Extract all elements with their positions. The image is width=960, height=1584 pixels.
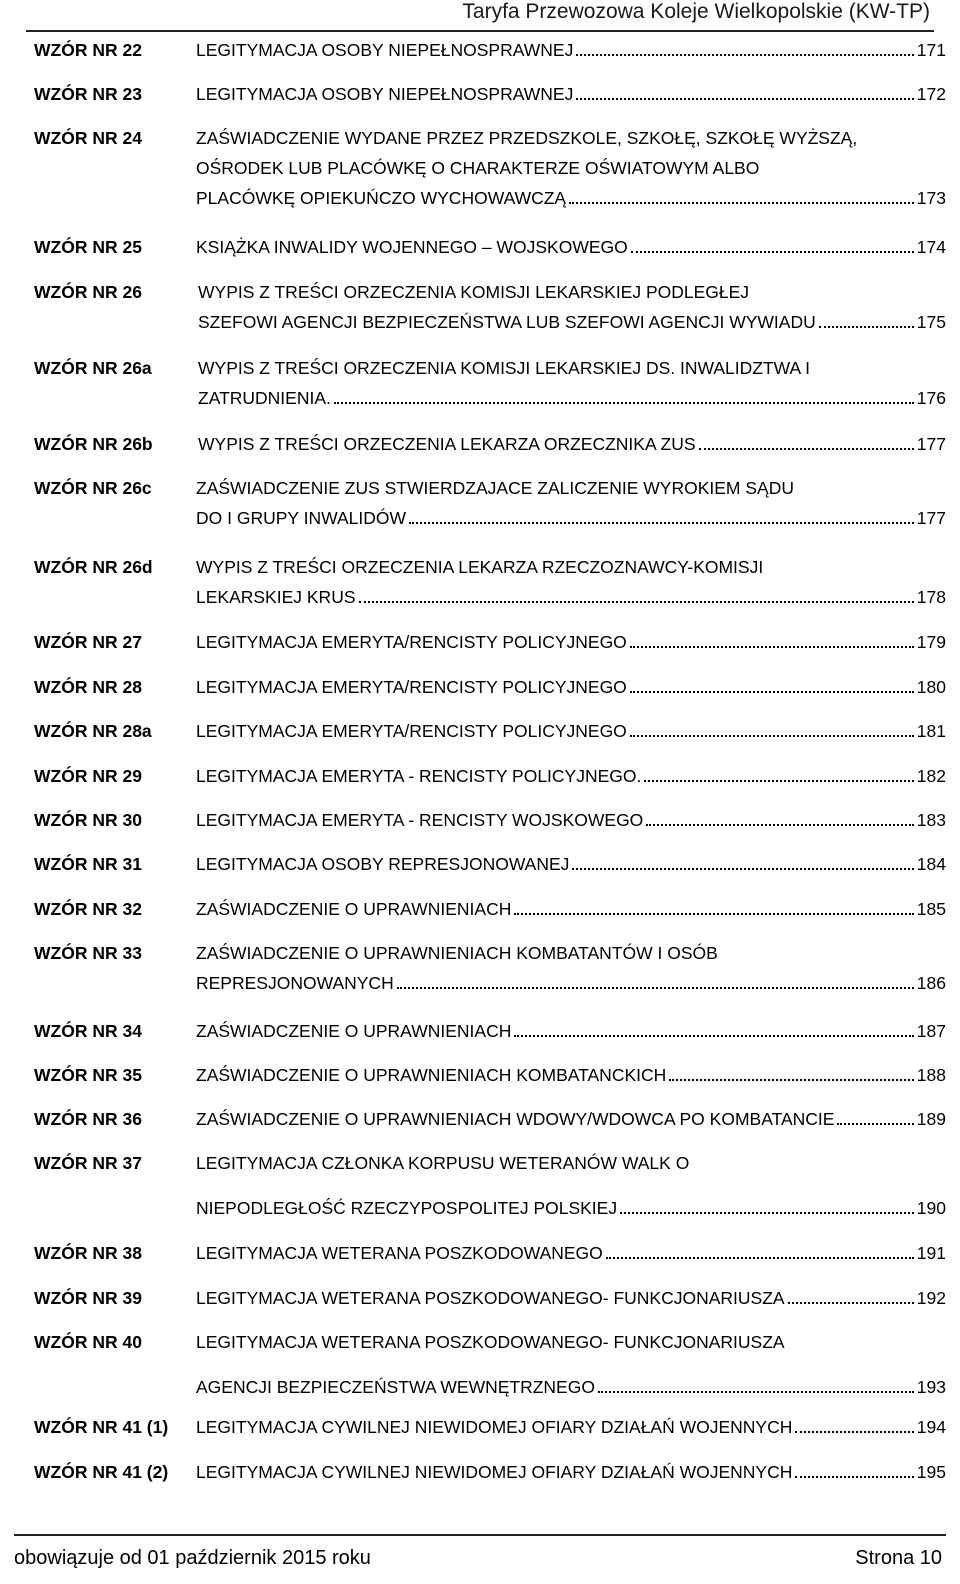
- toc-entry-title-line: [196, 1417, 946, 1438]
- toc-entry-title-text: LEGITYMACJA WETERANA POSZKODOWANEGO: [196, 1243, 603, 1263]
- toc-entry-title-line: [198, 388, 946, 409]
- toc-entry-code: WZÓR NR 41 (2): [34, 1462, 169, 1482]
- dot-leader: [514, 1035, 913, 1037]
- toc-entry-title-text: NIEPODLEGŁOŚĆ RZECZYPOSPOLITEJ POLSKIEJ: [196, 1198, 618, 1218]
- toc-entry-page-number: 187: [916, 1021, 946, 1041]
- toc-entry-page-number: 193: [916, 1377, 946, 1397]
- toc-entry-title-line: [196, 854, 946, 875]
- toc-entry-title-text: LEGITYMACJA EMERYTA/RENCISTY POLICYJNEGO: [196, 677, 627, 697]
- toc-entry-title-text: LEGITYMACJA OSOBY NIEPEŁNOSPRAWNEJ: [196, 84, 574, 104]
- toc-entry-code: WZÓR NR 36: [34, 1109, 142, 1129]
- toc-entry-code: WZÓR NR 23: [34, 84, 142, 104]
- toc-entry-page-number: 182: [916, 766, 946, 786]
- toc-entry-code: WZÓR NR 22: [34, 40, 142, 60]
- toc-entry-code: WZÓR NR 26a: [34, 358, 152, 378]
- dot-leader: [795, 1431, 913, 1433]
- toc-entry-code: WZÓR NR 41 (1): [34, 1417, 169, 1437]
- dot-leader: [569, 202, 914, 204]
- toc-entry-title-line: [196, 1377, 946, 1398]
- toc-entry-title-line: [196, 158, 759, 179]
- toc-entry-title-text: LEGITYMACJA CYWILNEJ NIEWIDOMEJ OFIARY DZIAŁAŃ WOJENNYCH: [196, 1417, 793, 1437]
- dot-leader: [795, 1476, 913, 1478]
- toc-entry-title-line: [196, 84, 946, 105]
- toc-entry-code: WZÓR NR 34: [34, 1021, 142, 1041]
- toc-entry-page-number: 181: [916, 721, 946, 741]
- toc-entry-page-number: 195: [916, 1462, 946, 1482]
- header-title: Taryfa Przewozowa Koleje Wielkopolskie (KW-TP): [462, 0, 930, 23]
- toc-entry-title-line: [196, 632, 946, 653]
- toc-entry-title-line: [198, 282, 749, 303]
- toc-entry-code: WZÓR NR 38: [34, 1243, 142, 1263]
- dot-leader: [631, 251, 914, 253]
- dot-leader: [606, 1257, 914, 1259]
- toc-entry-title-text: WYPIS Z TREŚCI ORZECZENIA KOMISJI LEKARSKIEJ DS. INWALIDZTWA I: [198, 358, 810, 378]
- toc-entry-code: WZÓR NR 24: [34, 128, 142, 148]
- toc-entry-title-line: [196, 943, 718, 964]
- dot-leader: [630, 691, 914, 693]
- toc-entry-code: WZÓR NR 32: [34, 899, 142, 919]
- toc-entry-title-text: LEGITYMACJA EMERYTA - RENCISTY WOJSKOWEGO: [196, 810, 644, 830]
- toc-entry-page-number: 186: [916, 973, 946, 993]
- toc-entry-page-number: 174: [916, 237, 946, 257]
- toc-entry-code: WZÓR NR 26c: [34, 478, 152, 498]
- toc-entry-code: WZÓR NR 31: [34, 854, 142, 874]
- toc-entry-title-line: [196, 973, 946, 994]
- toc-entry-page-number: 171: [916, 40, 946, 60]
- toc-entry-page-number: 188: [916, 1065, 946, 1085]
- toc-entry-page-number: 175: [916, 312, 946, 332]
- toc-entry-title-text: WYPIS Z TREŚCI ORZECZENIA LEKARZA RZECZOZNAWCY-KOMISJI: [196, 557, 764, 577]
- dot-leader: [644, 780, 913, 782]
- toc-entry-title-line: [196, 40, 946, 61]
- toc-entry-title-text: LEGITYMACJA WETERANA POSZKODOWANEGO- FUNKCJONARIUSZA: [196, 1288, 785, 1308]
- toc-entry-code: WZÓR NR 26: [34, 282, 142, 302]
- toc-entry-title-text: ZAŚWIADCZENIE ZUS STWIERDZAJACE ZALICZENIE WYROKIEM SĄDU: [196, 478, 794, 498]
- toc-entry-code: WZÓR NR 39: [34, 1288, 142, 1308]
- toc-entry-title-line: [196, 899, 946, 920]
- dot-leader: [409, 522, 914, 524]
- toc-entry-title-line: [196, 188, 946, 209]
- dot-leader: [669, 1079, 914, 1081]
- toc-entry-code: WZÓR NR 30: [34, 810, 142, 830]
- toc-entry-title-line: [196, 766, 946, 787]
- toc-entry-title-line: [196, 478, 794, 499]
- toc-entry-page-number: 177: [916, 434, 946, 454]
- toc-entry-title-text: LEGITYMACJA EMERYTA/RENCISTY POLICYJNEGO: [196, 721, 627, 741]
- toc-entry-title-line: [196, 1332, 785, 1353]
- page-footer: [0, 1528, 960, 1584]
- toc-entry-title-line: [196, 237, 946, 258]
- dot-leader: [630, 735, 914, 737]
- dot-leader: [598, 1391, 914, 1393]
- toc-entry-title-line: [198, 434, 946, 455]
- toc-entry-title-text: LEGITYMACJA EMERYTA/RENCISTY POLICYJNEGO: [196, 632, 627, 652]
- toc-entry-title-line: [196, 1153, 689, 1174]
- toc-entry-page-number: 173: [916, 188, 946, 208]
- toc-entry-title-text: REPRESJONOWANYCH: [196, 973, 394, 993]
- dot-leader: [620, 1212, 914, 1214]
- dot-leader: [576, 98, 913, 100]
- toc-entry-title-line: [196, 721, 946, 742]
- toc-entry-page-number: 189: [916, 1109, 946, 1129]
- toc-entry-code: WZÓR NR 26d: [34, 557, 153, 577]
- toc-entry-page-number: 172: [916, 84, 946, 104]
- toc-entry-title-text: ZAŚWIADCZENIE WYDANE PRZEZ PRZEDSZKOLE, SZKOŁĘ, SZKOŁĘ WYŻSZĄ,: [196, 128, 858, 148]
- toc-entry-code: WZÓR NR 35: [34, 1065, 142, 1085]
- toc-entry-title-line: [196, 1243, 946, 1264]
- dot-leader: [334, 402, 914, 404]
- dot-leader: [646, 824, 914, 826]
- toc-entry-title-text: LEGITYMACJA EMERYTA - RENCISTY POLICYJNEGO.: [196, 766, 642, 786]
- toc-entry-title-text: LEKARSKIEJ KRUS: [196, 587, 356, 607]
- page-header: [0, 0, 960, 36]
- toc-entry-title-text: LEGITYMACJA OSOBY REPRESJONOWANEJ: [196, 854, 570, 874]
- toc-entry-title-line: [196, 810, 946, 831]
- toc-entry-page-number: 177: [916, 508, 946, 528]
- toc-entry-title-text: ZAŚWIADCZENIE O UPRAWNIENIACH KOMBATANCKICH: [196, 1065, 667, 1085]
- dot-leader: [359, 601, 914, 603]
- dot-leader: [837, 1123, 913, 1125]
- toc-entry-title-line: [196, 587, 946, 608]
- toc-entry-title-text: ZATRUDNIENIA.: [198, 388, 331, 408]
- toc-entry-page-number: 180: [916, 677, 946, 697]
- toc-entry-title-text: LEGITYMACJA OSOBY NIEPEŁNOSPRAWNEJ: [196, 40, 574, 60]
- toc-entry-title-line: [196, 557, 763, 578]
- toc-entry-title-line: [196, 677, 946, 698]
- toc-entry-title-line: [198, 358, 810, 379]
- toc-entry-title-line: [196, 1109, 946, 1130]
- toc-entry-title-line: [196, 1065, 946, 1086]
- toc-entry-code: WZÓR NR 37: [34, 1153, 142, 1173]
- toc-entry-title-line: [196, 1462, 946, 1483]
- toc-entry-title-text: SZEFOWI AGENCJI BEZPIECZEŃSTWA LUB SZEFOWI AGENCJI WYWIADU: [198, 312, 816, 332]
- toc-entry-title-text: ZAŚWIADCZENIE O UPRAWNIENIACH: [196, 899, 512, 919]
- toc-entry-title-line: [196, 1198, 946, 1219]
- toc-entry-title-text: OŚRODEK LUB PLACÓWKĘ O CHARAKTERZE OŚWIATOWYM ALBO: [196, 158, 760, 178]
- toc-entry-code: WZÓR NR 26b: [34, 434, 153, 454]
- dot-leader: [630, 646, 914, 648]
- toc-entry-page-number: 192: [916, 1288, 946, 1308]
- dot-leader: [514, 913, 913, 915]
- toc-entry-title-line: [196, 1288, 946, 1309]
- toc-entry-code: WZÓR NR 33: [34, 943, 142, 963]
- dot-leader: [572, 868, 913, 870]
- toc-entry-title-line: [196, 508, 946, 529]
- toc-entry-title-text: LEGITYMACJA CZŁONKA KORPUSU WETERANÓW WALK O: [196, 1153, 690, 1173]
- dot-leader: [699, 448, 914, 450]
- dot-leader: [788, 1302, 914, 1304]
- dot-leader: [819, 326, 914, 328]
- toc-entry-title-text: ZAŚWIADCZENIE O UPRAWNIENIACH: [196, 1021, 512, 1041]
- header-divider: [26, 30, 934, 32]
- toc-entry-title-text: ZAŚWIADCZENIE O UPRAWNIENIACH KOMBATANTÓW I OSÓB: [196, 943, 718, 963]
- toc-entry-title-text: AGENCJI BEZPIECZEŃSTWA WEWNĘTRZNEGO: [196, 1377, 595, 1397]
- toc-entry-page-number: 176: [916, 388, 946, 408]
- toc-entry-title-text: WYPIS Z TREŚCI ORZECZENIA KOMISJI LEKARSKIEJ PODLEGŁEJ: [198, 282, 750, 302]
- toc-entry-title-text: KSIĄŻKA INWALIDY WOJENNEGO – WOJSKOWEGO: [196, 237, 628, 257]
- toc-entry-page-number: 194: [916, 1417, 946, 1437]
- dot-leader: [397, 987, 914, 989]
- toc-entry-title-text: LEGITYMACJA CYWILNEJ NIEWIDOMEJ OFIARY DZIAŁAŃ WOJENNYCH: [196, 1462, 793, 1482]
- toc-entry-code: WZÓR NR 28: [34, 677, 142, 697]
- toc-entry-title-line: [196, 128, 857, 149]
- toc-entry-title-text: LEGITYMACJA WETERANA POSZKODOWANEGO- FUNKCJONARIUSZA: [196, 1332, 785, 1352]
- toc-entry-code: WZÓR NR 25: [34, 237, 142, 257]
- toc-entry-title-line: [198, 312, 946, 333]
- toc-entry-page-number: 191: [916, 1243, 946, 1263]
- toc-entry-title-text: PLACÓWKĘ OPIEKUŃCZO WYCHOWAWCZĄ: [196, 188, 567, 208]
- toc-entry-title-line: [196, 1021, 946, 1042]
- toc-entry-page-number: 178: [916, 587, 946, 607]
- dot-leader: [576, 54, 913, 56]
- toc-entry-title-text: WYPIS Z TREŚCI ORZECZENIA LEKARZA ORZECZNIKA ZUS: [198, 434, 696, 454]
- toc-entry-code: WZÓR NR 27: [34, 632, 142, 652]
- toc-entry-page-number: 179: [916, 632, 946, 652]
- toc-entry-page-number: 183: [916, 810, 946, 830]
- footer-validity-date: obowiązuje od 01 październik 2015 roku: [14, 1547, 371, 1569]
- toc-entry-page-number: 184: [916, 854, 946, 874]
- toc-entry-code: WZÓR NR 29: [34, 766, 142, 786]
- toc-entry-page-number: 190: [916, 1198, 946, 1218]
- toc-entry-code: WZÓR NR 28a: [34, 721, 152, 741]
- footer-divider: [14, 1534, 946, 1536]
- toc-entry-code: WZÓR NR 40: [34, 1332, 142, 1352]
- toc-entry-title-text: ZAŚWIADCZENIE O UPRAWNIENIACH WDOWY/WDOWCA PO KOMBATANCIE: [196, 1109, 835, 1129]
- toc-entry-title-text: DO I GRUPY INWALIDÓW: [196, 508, 407, 528]
- footer-page-number: Strona 10: [855, 1547, 942, 1569]
- toc-entry-page-number: 185: [916, 899, 946, 919]
